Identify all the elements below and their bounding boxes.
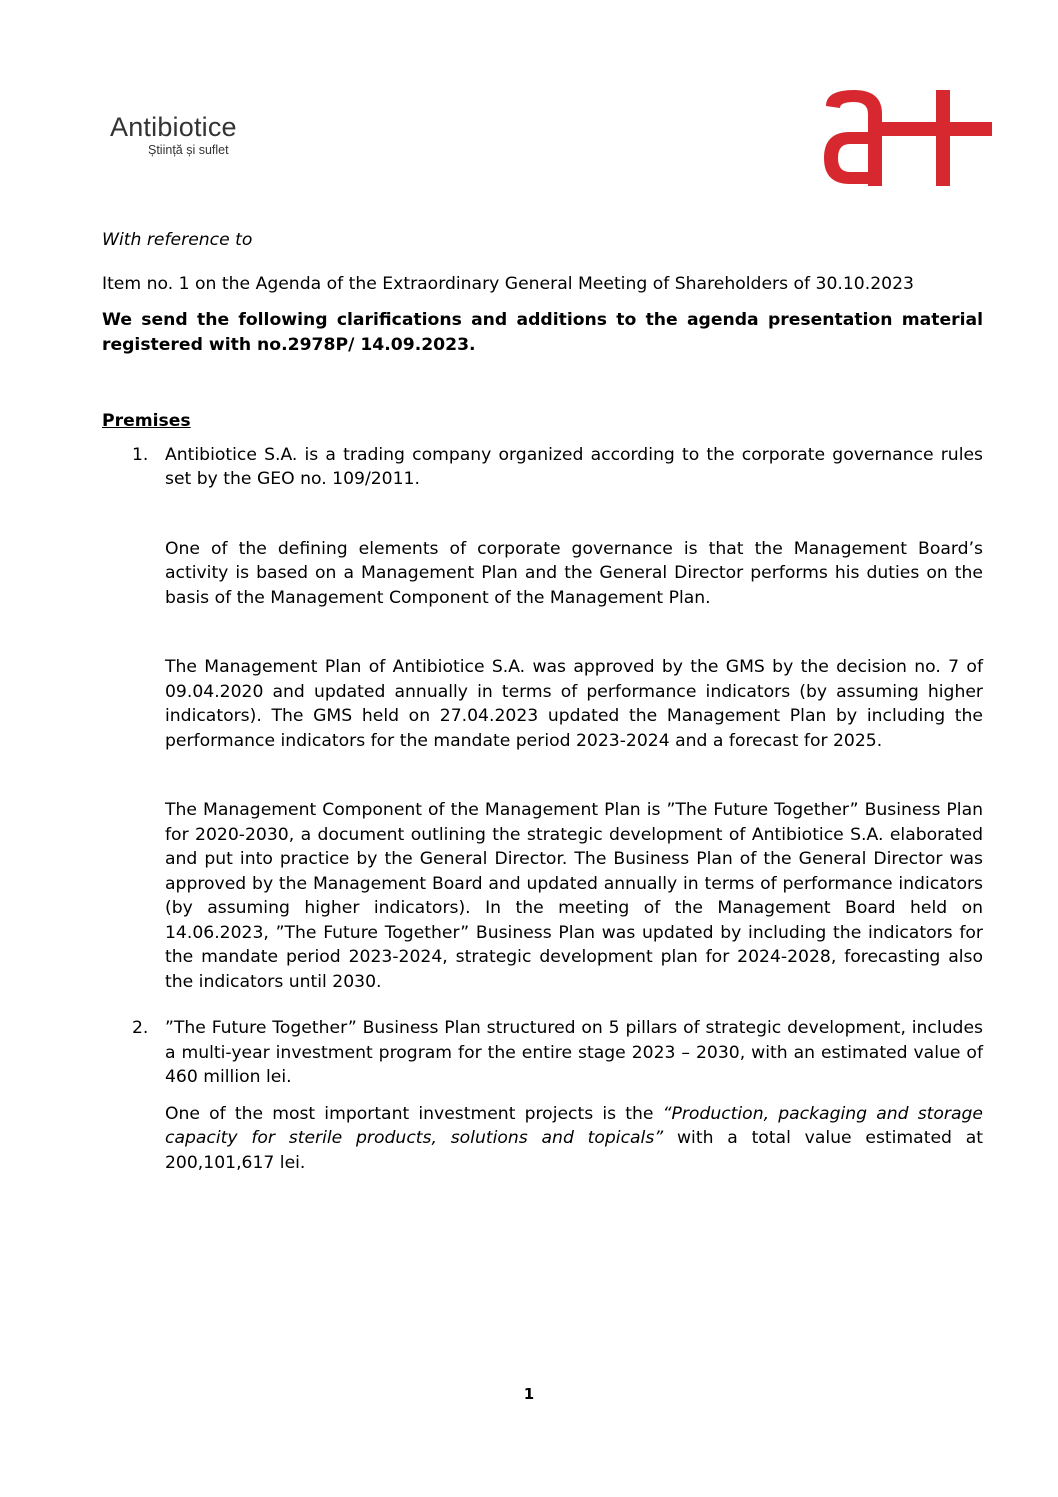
project-intro-text: One of the most important investment projects is the (165, 1103, 663, 1124)
brand-logo (110, 112, 237, 158)
project-title: “Production, packaging and storage capacity for sterile products, solutions and topicals” (165, 1103, 983, 1148)
project-value-text: with a total value estimated at 200,101,617 lei. (165, 1128, 983, 1173)
list-item-number: 1. (132, 444, 149, 465)
a-plus-logo-icon (820, 86, 994, 186)
paragraph: The Management Plan of Antibiotice S.A. was approved by the GMS by the decision no. 7 of 09.04.2020 and updated annually in terms of performance indicators (by assuming higher indicators). The GMS held on 27.04.2023 updated the Management Plan by including the performance indicators for the mandate period 2023-2024 and a forecast for 2025. (165, 657, 983, 751)
investment-project-paragraph (165, 1102, 983, 1176)
section-title-premises: Premises (102, 411, 191, 431)
clarification-note: We send the following clarifications and additions to the agenda presentation material registered with no.2978P/ 14.09.2023. (102, 310, 983, 355)
paragraph: ”The Future Together” Business Plan structured on 5 pillars of strategic development, includes a multi-year investment program for the entire stage 2023 – 2030, with an estimated value of 460 million lei. (165, 1018, 983, 1087)
list-item (102, 443, 983, 995)
paragraph: Antibiotice S.A. is a trading company organized according to the corporate governance rules set by the GEO no. 109/2011. (165, 444, 983, 489)
document-body (102, 228, 983, 1175)
paragraph: One of the defining elements of corporate governance is that the Management Board’s activity is based on a Management Plan and the General Director performs his duties on the basis of the Management Component of the Management Plan. (165, 538, 983, 608)
brand-tagline: Știință și suflet (148, 143, 229, 157)
list-item-number: 2. (132, 1018, 149, 1038)
agenda-item-reference: Item no. 1 on the Agenda of the Extraordinary General Meeting of Shareholders of 30.10.2023 (102, 273, 914, 294)
reference-label: With reference to (102, 230, 253, 250)
list-item (102, 1016, 983, 1175)
brand-name: Antibiotice (110, 112, 237, 142)
page-number: 1 (523, 1385, 535, 1403)
paragraph: The Management Component of the Management Plan is ”The Future Together” Business Plan for 2020-2030, a document outlining the strategic development of Antibiotice S.A. elaborated and put into practice by the General Director. The Business Plan of the General Director was approved by the Management Board and updated annually in terms of performance indicators (by assuming higher indicators). In the meeting of the Management Board held on 14.06.2023, ”The Future Together” Business Plan was updated by including the indicators for the mandate period 2023-2024, strategic development plan for 2024-2028, forecasting also the indicators until 2030. (165, 800, 983, 992)
